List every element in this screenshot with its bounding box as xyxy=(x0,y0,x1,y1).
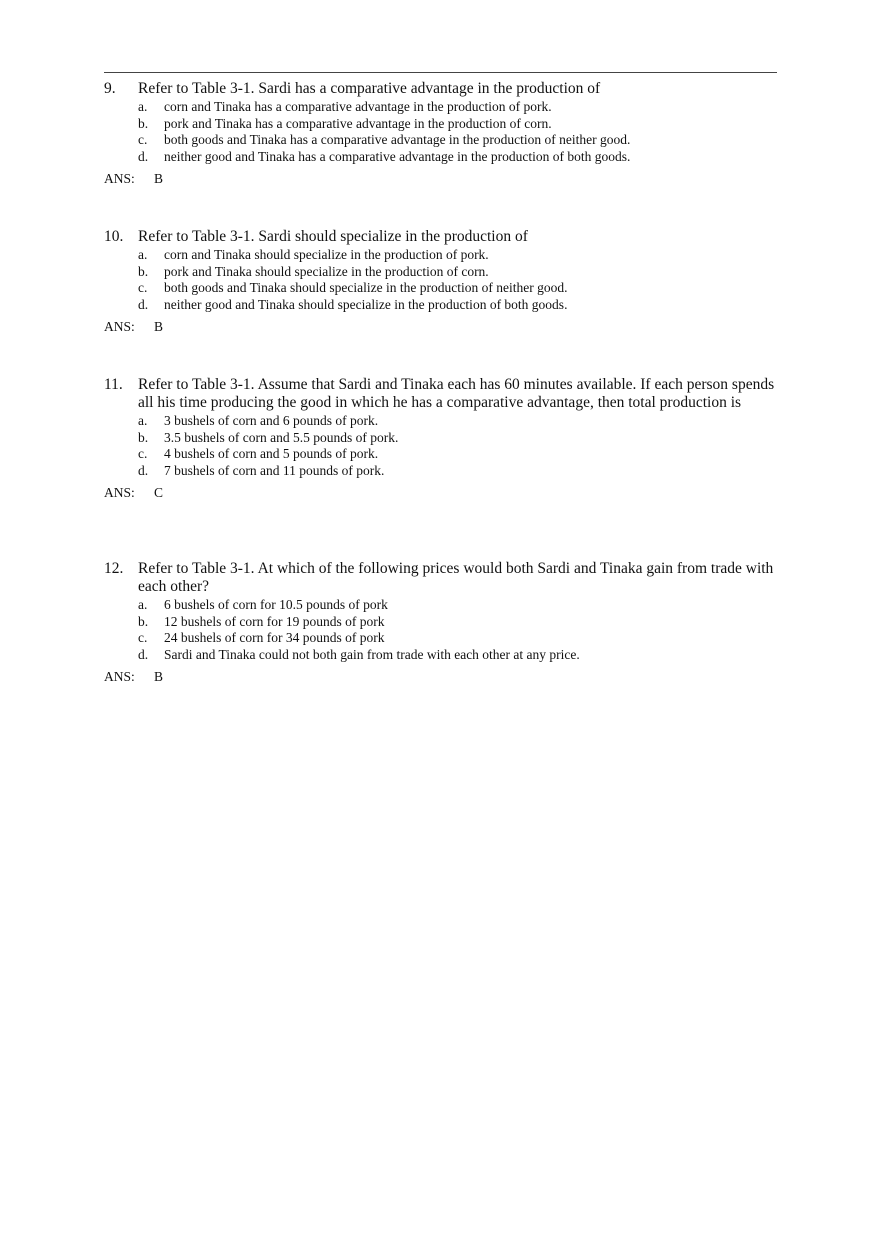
answer-line xyxy=(104,318,777,335)
choice-c xyxy=(138,280,777,297)
answer-label: ANS: xyxy=(104,669,135,684)
choice-list xyxy=(104,247,777,313)
choice-d xyxy=(138,297,777,314)
choice-text: 4 bushels of corn and 5 pounds of pork. xyxy=(164,446,379,461)
choice-text: corn and Tinaka should specialize in the production of pork. xyxy=(164,247,489,262)
question-stem xyxy=(104,80,777,98)
question-text: Refer to Table 3-1. Sardi should specialize in the production of xyxy=(138,228,528,245)
choice-a xyxy=(138,247,777,264)
choice-letter: b. xyxy=(138,429,149,445)
question-number: 12. xyxy=(104,560,124,577)
choice-text: corn and Tinaka has a comparative advantage in the production of pork. xyxy=(164,99,552,114)
choice-letter: c. xyxy=(138,630,148,645)
choice-text: 7 bushels of corn and 11 pounds of pork. xyxy=(164,462,385,478)
question-text: Refer to Table 3-1. Assume that Sardi and Tinaka each has 60 minutes available. If each person spends all his time producing the good in which he has a comparative advantage, then total production is xyxy=(138,376,775,411)
choice-a xyxy=(138,99,777,116)
choice-text: 6 bushels of corn for 10.5 pounds of pork xyxy=(164,597,388,612)
choice-c xyxy=(138,132,777,149)
choice-a xyxy=(138,413,777,430)
choice-letter: a. xyxy=(138,247,148,262)
question-11 xyxy=(104,376,777,501)
answer-label: ANS: xyxy=(104,319,135,334)
choice-letter: d. xyxy=(138,646,149,662)
question-number: 10. xyxy=(104,228,124,245)
choice-letter: d. xyxy=(138,462,149,478)
question-number: 11. xyxy=(104,376,123,393)
choice-d xyxy=(138,463,777,480)
choice-c xyxy=(138,630,777,647)
answer-value: C xyxy=(154,485,164,500)
answer-line xyxy=(104,668,777,685)
choice-text: 24 bushels of corn for 34 pounds of pork xyxy=(164,630,385,645)
answer-line xyxy=(104,484,777,501)
question-10 xyxy=(104,228,777,335)
choice-text: pork and Tinaka should specialize in the production of corn. xyxy=(164,263,489,279)
answer-value: B xyxy=(154,171,164,186)
answer-value: B xyxy=(154,669,164,684)
choice-letter: c. xyxy=(138,446,148,461)
choice-text: 3 bushels of corn and 6 pounds of pork. xyxy=(164,413,379,428)
choice-text: neither good and Tinaka should specialize in the production of both goods. xyxy=(164,296,568,312)
choice-letter: a. xyxy=(138,99,148,114)
question-stem xyxy=(104,228,777,246)
choice-b xyxy=(138,264,777,281)
question-text: Refer to Table 3-1. At which of the following prices would both Sardi and Tinaka gain from trade with each other? xyxy=(138,560,774,595)
header-rule xyxy=(104,72,777,73)
choice-b xyxy=(138,116,777,133)
choice-d xyxy=(138,647,777,664)
choice-b xyxy=(138,614,777,631)
choice-letter: c. xyxy=(138,280,148,295)
question-stem xyxy=(104,560,777,596)
choice-letter: d. xyxy=(138,296,149,312)
answer-label: ANS: xyxy=(104,485,135,500)
answer-value: B xyxy=(154,319,164,334)
choice-b xyxy=(138,430,777,447)
choice-letter: d. xyxy=(138,148,149,164)
answer-label: ANS: xyxy=(104,171,135,186)
choice-text: 12 bushels of corn for 19 pounds of pork xyxy=(164,613,385,629)
choice-c xyxy=(138,446,777,463)
choice-text: Sardi and Tinaka could not both gain from trade with each other at any price. xyxy=(164,646,580,662)
choice-list xyxy=(104,99,777,165)
choice-a xyxy=(138,597,777,614)
question-stem xyxy=(104,376,777,412)
answer-line xyxy=(104,170,777,187)
choice-letter: b. xyxy=(138,613,149,629)
choice-letter: c. xyxy=(138,132,148,147)
choice-text: neither good and Tinaka has a comparative advantage in the production of both goods. xyxy=(164,148,631,164)
question-9 xyxy=(104,80,777,187)
choice-list xyxy=(104,597,777,663)
choice-list xyxy=(104,413,777,479)
choice-text: both goods and Tinaka has a comparative advantage in the production of neither good. xyxy=(164,132,631,147)
choice-text: pork and Tinaka has a comparative advantage in the production of corn. xyxy=(164,115,552,131)
choice-d xyxy=(138,149,777,166)
question-number: 9. xyxy=(104,80,116,97)
choice-letter: a. xyxy=(138,597,148,612)
choice-text: both goods and Tinaka should specialize in the production of neither good. xyxy=(164,280,568,295)
choice-letter: b. xyxy=(138,263,149,279)
choice-letter: a. xyxy=(138,413,148,428)
question-text: Refer to Table 3-1. Sardi has a comparative advantage in the production of xyxy=(138,80,601,97)
question-12 xyxy=(104,560,777,685)
choice-text: 3.5 bushels of corn and 5.5 pounds of pork. xyxy=(164,429,399,445)
choice-letter: b. xyxy=(138,115,149,131)
